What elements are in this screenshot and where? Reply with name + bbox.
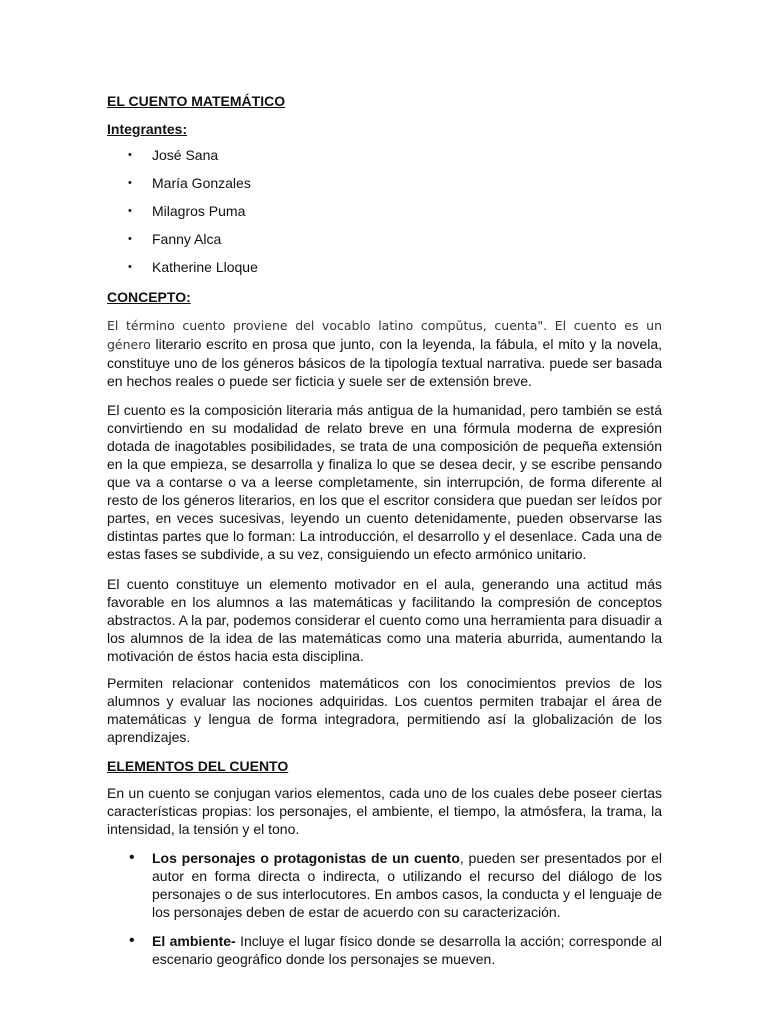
list-item: [107, 849, 662, 921]
member-name: José Sana: [152, 147, 219, 163]
member-name: Milagros Puma: [152, 203, 246, 219]
members-list: [107, 146, 662, 286]
elements-list: [107, 849, 662, 968]
bullet: •: [128, 149, 132, 161]
element-text: Incluye el lugar físico donde se desarrolla la acción; corresponde al escenario geográfico donde los personajes se mueven.: [152, 933, 662, 967]
element-term: El ambiente-: [152, 933, 236, 949]
elementos-heading: ELEMENTOS DEL CUENTO: [107, 758, 289, 774]
list-item: [107, 202, 662, 230]
member-name: María Gonzales: [152, 175, 251, 191]
motivador-paragraph: El cuento constituye un elemento motivador en el aula, generando una actitud más favorable en los alumnos a las matemáticas y facilitando la compresión de conceptos abstractos. A la par, podemos considerar el cuento como una herramienta para disuadir a los alumnos de la idea de las matemáticas como una materia aburrida, aumentando la motivación de éstos hacia esta disciplina.: [107, 576, 662, 664]
bullet: •: [128, 233, 132, 245]
element-text: , pueden ser presentados por el autor en forma directa o indirecta, o utilizando el recurso del diálogo de los personajes o de sus interlocutores. En ambos casos, la conducta y el lenguaje de los personajes deben de estar de acuerdo con su caracterización.: [152, 850, 662, 920]
bullet: •: [129, 932, 135, 949]
cuento-paragraph: El cuento es la composición literaria más antigua de la humanidad, pero también se está convirtiendo en su modalidad de relato breve en una fórmula moderna de expresión dotada de inagotables posibilidades, se trata de una composición de pequeña extensión en la que empieza, se desarrolla y finaliza lo que se desea decir, y se escribe pensando que va a contarse o va a leerse completamente, sin interrupción, de forma diferente al resto de los géneros literarios, en los que el escritor considera que puedan ser leídos por partes, en veces sucesivas, leyendo un cuento detenidamente, pueden observarse las distintas partes que lo forman: La introducción, el desarrollo y el desenlace. Cada una de estas fases se subdivide, a su vez, consiguiendo un efecto armónico unitario.: [107, 402, 662, 562]
relacionar-paragraph: Permiten relacionar contenidos matemáticos con los conocimientos previos de los alumnos y evaluar las nociones adquiridas. Los cuentos permiten trabajar el área de matemáticas y lengua de forma integradora, permitiendo así la globalización de los aprendizajes.: [107, 675, 662, 745]
list-item: [107, 146, 662, 174]
concepto-first-line: El término cuento proviene del vocablo latino compŭtus, cuenta". El cuento es un género: [107, 318, 662, 352]
bullet: •: [128, 261, 132, 273]
bullet: •: [128, 177, 132, 189]
member-name: Katherine Lloque: [152, 259, 258, 275]
concepto-text: literario escrito en prosa que junto, con la leyenda, la fábula, el mito y la novela, constituye uno de los géneros básicos de la tipología textual narrativa. puede ser basada en hechos reales o puede ser ficticia y suele ser de extensión breve.: [107, 336, 662, 389]
document-title: EL CUENTO MATEMÁTICO: [107, 93, 286, 109]
integrantes-heading: Integrantes:: [107, 121, 188, 137]
elementos-intro-paragraph: En un cuento se conjugan varios elementos, cada uno de los cuales debe poseer ciertas características propias: los personajes, el ambiente, el tiempo, la atmósfera, la trama, la intensidad, la tensión y el tono.: [107, 785, 662, 837]
element-term: Los personajes o protagonistas de un cuento: [152, 850, 460, 866]
list-item: [107, 258, 662, 286]
list-item: [107, 174, 662, 202]
list-item: [107, 230, 662, 258]
member-name: Fanny Alca: [152, 231, 222, 247]
bullet: •: [128, 205, 132, 217]
concepto-paragraph: [107, 316, 662, 390]
document-page: [107, 88, 662, 979]
concepto-heading: CONCEPTO:: [107, 289, 191, 305]
bullet: •: [129, 849, 135, 866]
list-item: [107, 932, 662, 968]
